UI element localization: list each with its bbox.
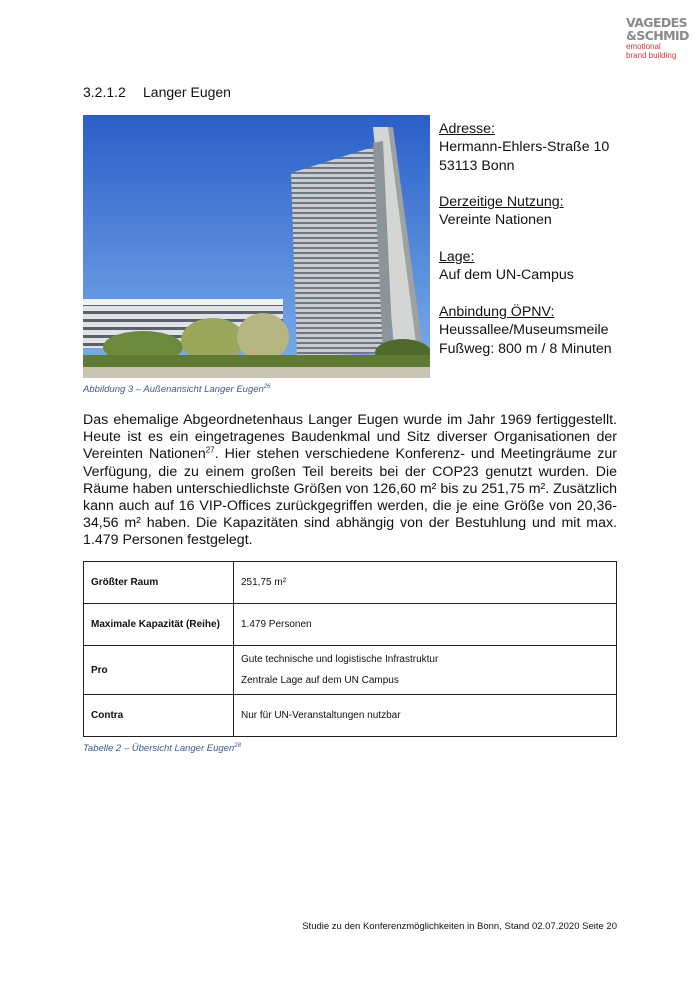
footnote-ref-27: 27 bbox=[205, 445, 215, 455]
usage-block bbox=[439, 193, 649, 230]
section-heading bbox=[83, 84, 231, 100]
logo-line-1: VAGEDES bbox=[626, 15, 688, 30]
table-row bbox=[84, 604, 617, 646]
address-street: Hermann-Ehlers-Straße 10 bbox=[439, 139, 610, 156]
location-label: Lage: bbox=[439, 249, 475, 266]
largest-room-value: 251,75 m² bbox=[234, 562, 617, 604]
logo-tagline-1: emotional bbox=[626, 42, 661, 51]
table-caption bbox=[83, 743, 241, 754]
page-footer: Studie zu den Konferenzmöglichkeiten in Bonn, Stand 02.07.2020 Seite 20 bbox=[302, 921, 617, 932]
contra-value: Nur für UN-Veranstaltungen nutzbar bbox=[234, 695, 617, 737]
logo-tagline-2: brand building bbox=[626, 50, 677, 60]
building-illustration bbox=[83, 115, 430, 378]
section-title: Langer Eugen bbox=[143, 84, 231, 100]
capacity-value: 1.479 Personen bbox=[234, 604, 617, 646]
company-logo bbox=[626, 15, 689, 60]
table-row bbox=[84, 562, 617, 604]
overview-table bbox=[83, 561, 617, 737]
transport-walk: Fußweg: 800 m / 8 Minuten bbox=[439, 340, 612, 357]
pro-label: Pro bbox=[84, 646, 234, 695]
largest-room-label: Größter Raum bbox=[84, 562, 234, 604]
body-paragraph bbox=[83, 412, 617, 550]
figure-caption bbox=[83, 384, 271, 395]
section-number: 3.2.1.2 bbox=[83, 84, 126, 100]
table-row bbox=[84, 695, 617, 737]
figure-caption-text: Abbildung 3 – Außenansicht Langer Eugen bbox=[83, 384, 264, 396]
contra-label: Contra bbox=[84, 695, 234, 737]
address-city: 53113 Bonn bbox=[439, 157, 515, 174]
body-text-part-1: Das ehemalige Abgeordnetenhaus Langer Eugen wurde im Jahr 1969 fertiggestellt. Heute ist es ein eingetragenes Baudenkmal und Sitz diverser Organisationen der Vereinten Nationen bbox=[83, 412, 617, 463]
footnote-ref-26: 26 bbox=[263, 384, 271, 390]
address-block bbox=[439, 120, 649, 175]
pro-item: Zentrale Lage auf dem UN Campus bbox=[241, 675, 399, 686]
location-value: Auf dem UN-Campus bbox=[439, 267, 574, 284]
capacity-label: Maximale Kapazität (Reihe) bbox=[84, 604, 234, 646]
table-caption-text: Tabelle 2 – Übersicht Langer Eugen bbox=[83, 743, 235, 755]
transport-block bbox=[439, 303, 649, 358]
table-row bbox=[84, 646, 617, 695]
transport-label: Anbindung ÖPNV: bbox=[439, 303, 555, 320]
location-block bbox=[439, 248, 649, 285]
pro-item: Gute technische und logistische Infrastruktur bbox=[241, 654, 439, 665]
pro-values bbox=[234, 646, 617, 695]
building-photo bbox=[83, 115, 430, 378]
footnote-ref-28: 28 bbox=[234, 743, 241, 749]
body-text-part-2: . Hier stehen verschiedene Konferenz- und Meetingräume zur Verfügung, die zu einem großen Teil bereits bei der COP23 genutzt wurden. Die Räume haben unterschiedlichste Größen von 126,60 m² bis zu 251,75 m². Zusätzlich kann auch auf 16 VIP-Offices zurückgegriffen werden, die je eine Größe von 20,36-34,56 m² haben. Die Kapazitäten sind abhängig von der Bestuhlung und mit max. 1.479 Personen festgelegt. bbox=[83, 446, 617, 549]
address-label: Adresse: bbox=[439, 121, 495, 137]
info-panel bbox=[439, 120, 649, 376]
transport-stop: Heussallee/Museumsmeile bbox=[439, 322, 609, 339]
usage-value: Vereinte Nationen bbox=[439, 212, 552, 229]
logo-line-2: &SCHMID bbox=[626, 28, 689, 43]
usage-label: Derzeitige Nutzung: bbox=[439, 194, 564, 211]
